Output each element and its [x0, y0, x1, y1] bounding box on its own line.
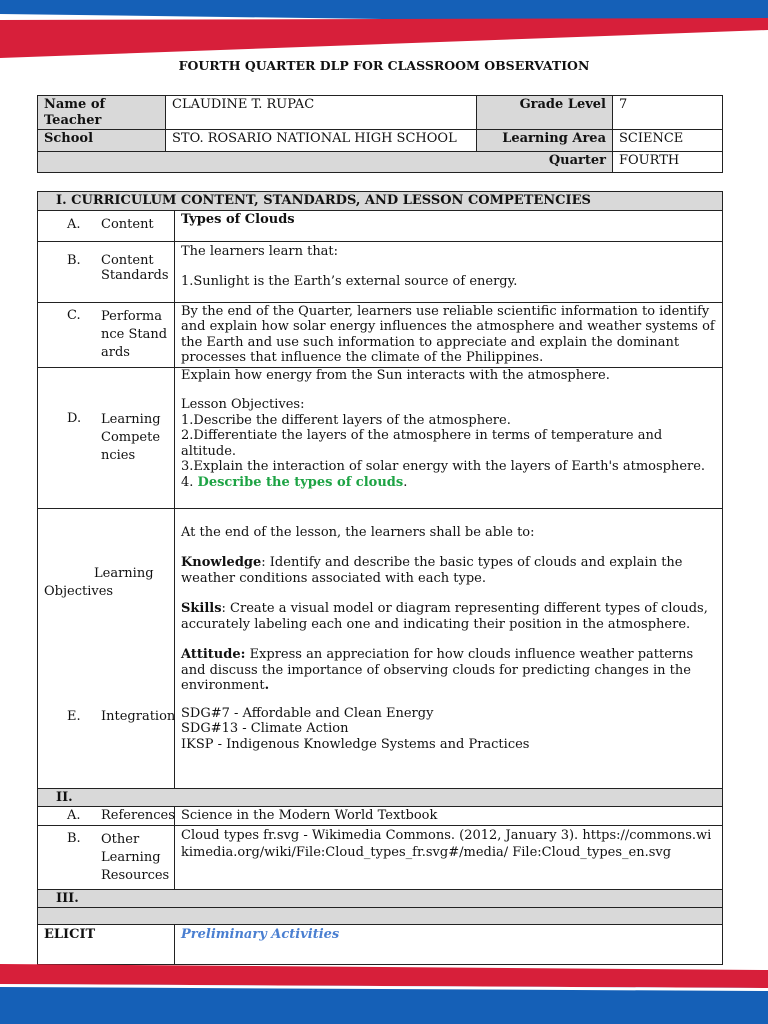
- standards-value-cell: [175, 241, 723, 302]
- letter: E.: [67, 708, 81, 724]
- objective-4-number: 4.: [181, 474, 194, 490]
- attitude-objective: Attitude: Express an appreciation for how clouds influence weather patterns and discuss the importance of observing clouds for predicting changes in the environment.: [181, 647, 694, 693]
- learning-objectives-label: Learning Objectives: [44, 565, 154, 599]
- letter: C.: [67, 307, 81, 323]
- document-title: FOURTH QUARTER DLP FOR CLASSROOM OBSERVATION: [178, 58, 590, 73]
- section-1-title: I. CURRICULUM CONTENT, STANDARDS, AND LESSON COMPETENCIES: [38, 192, 723, 211]
- letter: D.: [67, 410, 82, 426]
- other-resources-label-cell: [38, 825, 175, 889]
- lesson-plan-table: [37, 191, 723, 965]
- references-label-cell: [38, 807, 175, 826]
- other-resources-value: Cloud types fr.svg - Wikimedia Commons. (2012, January 3). https://commons.wikimedia.org/wiki/File:Cloud_types_fr.svg#/media/ File:Cloud_types_en.svg: [175, 825, 723, 889]
- objective-1: 1.Describe the different layers of the atmosphere.: [181, 412, 511, 428]
- quarter-label: Quarter: [38, 152, 613, 173]
- letter: A.: [67, 216, 81, 232]
- learning-area-value: SCIENCE: [613, 130, 723, 152]
- performance-label: Performance Standards: [101, 308, 168, 360]
- integration-label: Integration: [101, 708, 176, 724]
- performance-value: By the end of the Quarter, learners use reliable scientific information to identify and explain how solar energy influences the atmosphere and weather systems of the Earth and use such information to appreciate and explain the dominant processes that influence the climate of the Philippines.: [175, 302, 723, 367]
- competencies-label: Learning Competencies: [101, 411, 161, 463]
- grade-value: 7: [613, 96, 723, 130]
- school-value: STO. ROSARIO NATIONAL HIGH SCHOOL: [166, 130, 477, 152]
- section-3-title: III.: [38, 889, 723, 908]
- objectives-value-cell: [175, 508, 723, 788]
- school-label: School: [38, 130, 166, 152]
- teacher-info-table: [37, 95, 723, 173]
- objective-4: 4. Describe the types of clouds.: [181, 474, 408, 490]
- integration-item-1: SDG#7 - Affordable and Clean Energy: [181, 705, 434, 721]
- section-2-title: II.: [38, 788, 723, 807]
- letter: A.: [67, 808, 81, 823]
- competency-main: Explain how energy from the Sun interacts with the atmosphere.: [181, 367, 610, 383]
- performance-label-cell: [38, 302, 175, 367]
- integration-item-3: IKSP - Indigenous Knowledge Systems and Practices: [181, 736, 530, 752]
- objective-2: 2.Differentiate the layers of the atmosphere in terms of temperature and altitude.: [181, 428, 663, 459]
- section-3-spacer: [38, 908, 723, 925]
- content-label-cell: [38, 210, 175, 241]
- name-value: CLAUDINE T. RUPAC: [166, 96, 477, 130]
- knowledge-objective: Knowledge: Identify and describe the basic types of clouds and explain the weather conditions associated with each type.: [181, 555, 683, 586]
- standards-label: Content Standards: [101, 252, 169, 283]
- quarter-value: FOURTH: [613, 152, 723, 173]
- footer-banner: [0, 962, 768, 1024]
- name-label: Name of Teacher: [38, 96, 166, 130]
- standards-item: 1.Sunlight is the Earth’s external source of energy.: [181, 274, 518, 289]
- objectives-intro: At the end of the lesson, the learners shall be able to:: [181, 524, 535, 540]
- other-resources-label: Other Learning Resources: [101, 831, 170, 883]
- grade-label: Grade Level: [477, 96, 613, 130]
- objective-3: 3.Explain the interaction of solar energy with the layers of Earth's atmosphere.: [181, 459, 706, 474]
- objectives-title: Lesson Objectives:: [181, 397, 305, 412]
- content-value: Types of Clouds: [175, 210, 723, 241]
- integration-item-2: SDG#13 - Climate Action: [181, 721, 349, 736]
- competencies-label-cell: [38, 367, 175, 508]
- references-value: Science in the Modern World Textbook: [175, 807, 723, 826]
- skills-objective: Skills: Create a visual model or diagram representing different types of clouds, accurately labeling each one and indicating their position in the atmosphere.: [181, 601, 708, 632]
- objective-4-text: Describe the types of clouds: [197, 474, 404, 490]
- standards-label-cell: [38, 241, 175, 302]
- elicit-label: ELICIT: [38, 925, 175, 965]
- references-label: References: [101, 808, 175, 823]
- standards-intro: The learners learn that:: [181, 243, 339, 259]
- content-label: Content: [101, 216, 154, 232]
- objectives-integration-label-cell: [38, 508, 175, 788]
- learning-area-label: Learning Area: [477, 130, 613, 152]
- elicit-value: Preliminary Activities: [175, 925, 723, 965]
- competencies-value-cell: [175, 367, 723, 508]
- letter: B.: [67, 252, 81, 268]
- header-banner: [0, 0, 768, 62]
- letter: B.: [67, 830, 81, 846]
